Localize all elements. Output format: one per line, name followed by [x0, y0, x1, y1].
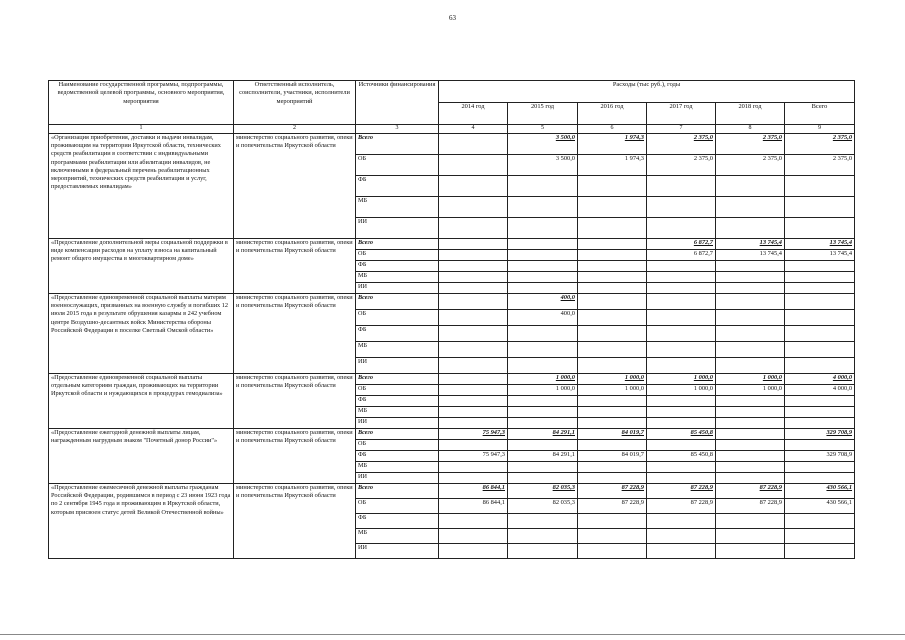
amount-cell [716, 294, 785, 310]
funding-source: Всего [356, 294, 439, 310]
header-program: Наименование государственной программы, подпрограммы, ведомственной целевой программы, основного мероприятия, мероприятия [49, 81, 234, 125]
amount-cell [647, 272, 716, 283]
budget-table [48, 80, 855, 559]
amount-cell [716, 326, 785, 342]
measure-description: «Предоставление дополнительной меры социальной поддержки в виде компенсации расходов на уплату взноса на капитальный ремонт общего имущества в многоквартирном доме» [49, 239, 234, 294]
amount-cell [508, 407, 578, 418]
amount-cell [716, 407, 785, 418]
amount-cell [578, 272, 647, 283]
amount-cell: 13 745,4 [716, 239, 785, 250]
table-row [49, 374, 855, 385]
header-year: 2017 год [647, 103, 716, 125]
amount-total-cell: 329 708,9 [785, 451, 855, 462]
funding-source: ИИ [356, 418, 439, 429]
amount-cell: 13 745,4 [716, 250, 785, 261]
amount-cell [647, 462, 716, 473]
amount-cell [716, 429, 785, 440]
amount-cell: 85 450,8 [647, 451, 716, 462]
funding-source: МБ [356, 529, 439, 544]
amount-total-cell [785, 514, 855, 529]
funding-source: ИИ [356, 283, 439, 294]
header-source: Источники финансирования [356, 81, 439, 125]
amount-total-cell: 4 000,0 [785, 385, 855, 396]
funding-source: Всего [356, 134, 439, 155]
amount-total-cell [785, 440, 855, 451]
amount-cell: 1 000,0 [647, 374, 716, 385]
funding-source: ОБ [356, 310, 439, 326]
amount-cell [508, 462, 578, 473]
amount-cell [439, 326, 508, 342]
amount-cell [578, 283, 647, 294]
amount-cell [578, 418, 647, 429]
amount-cell [716, 261, 785, 272]
amount-cell [508, 358, 578, 374]
amount-total-cell [785, 342, 855, 358]
amount-total-cell [785, 218, 855, 239]
amount-total-cell [785, 310, 855, 326]
amount-cell [439, 385, 508, 396]
amount-cell [578, 176, 647, 197]
header-executor: Ответственный исполнитель, соисполнители, участники, исполнители мероприятий [234, 81, 356, 125]
amount-cell [578, 218, 647, 239]
amount-cell [439, 440, 508, 451]
amount-cell: 85 450,8 [647, 429, 716, 440]
column-number: 9 [785, 125, 855, 134]
amount-cell [578, 544, 647, 559]
funding-source: МБ [356, 342, 439, 358]
amount-cell [439, 544, 508, 559]
column-number: 4 [439, 125, 508, 134]
amount-cell: 86 844,1 [439, 484, 508, 499]
amount-cell [439, 418, 508, 429]
amount-cell [439, 374, 508, 385]
amount-cell: 82 035,3 [508, 484, 578, 499]
funding-source: Всего [356, 374, 439, 385]
amount-cell [439, 529, 508, 544]
amount-cell [716, 473, 785, 484]
amount-cell: 1 974,3 [578, 134, 647, 155]
amount-cell [439, 396, 508, 407]
amount-cell [647, 197, 716, 218]
header-year: 2016 год [578, 103, 647, 125]
funding-source: ФБ [356, 396, 439, 407]
amount-cell [647, 294, 716, 310]
amount-cell [439, 283, 508, 294]
amount-cell [716, 440, 785, 451]
amount-cell [647, 407, 716, 418]
amount-cell [508, 514, 578, 529]
amount-cell [578, 462, 647, 473]
header-year: 2014 год [439, 103, 508, 125]
amount-cell [578, 250, 647, 261]
amount-total-cell: 329 708,9 [785, 429, 855, 440]
amount-cell: 1 000,0 [508, 374, 578, 385]
amount-cell [508, 197, 578, 218]
amount-total-cell [785, 529, 855, 544]
amount-cell: 87 228,9 [578, 484, 647, 499]
header-total: Всего [785, 103, 855, 125]
amount-cell: 1 000,0 [578, 385, 647, 396]
column-number: 2 [234, 125, 356, 134]
amount-cell [647, 418, 716, 429]
amount-cell: 3 500,0 [508, 155, 578, 176]
amount-cell [508, 272, 578, 283]
amount-cell [578, 239, 647, 250]
amount-cell [578, 310, 647, 326]
amount-cell: 87 228,9 [716, 499, 785, 514]
amount-cell [508, 418, 578, 429]
amount-cell: 84 291,1 [508, 451, 578, 462]
amount-cell [439, 462, 508, 473]
page-bottom-edge [0, 634, 905, 635]
amount-cell [439, 342, 508, 358]
amount-cell [439, 358, 508, 374]
amount-cell [439, 134, 508, 155]
amount-cell [647, 544, 716, 559]
amount-cell: 400,0 [508, 294, 578, 310]
amount-cell [578, 440, 647, 451]
amount-cell: 1 974,3 [578, 155, 647, 176]
funding-source: ОБ [356, 155, 439, 176]
amount-total-cell: 13 745,4 [785, 239, 855, 250]
amount-cell [578, 358, 647, 374]
amount-cell [439, 155, 508, 176]
table-row [49, 134, 855, 155]
amount-cell [578, 514, 647, 529]
funding-source: ИИ [356, 544, 439, 559]
amount-cell: 1 000,0 [716, 385, 785, 396]
measure-description: «Предоставление единовременной социальной выплаты матерям военнослужащих, призванных на военную службу и погибших 12 июля 2015 года в результате обрушения казармы в 242 учебном центре Воздушно-десантных войск Министерства обороны Российской Федерации в поселке Светлый Омской области» [49, 294, 234, 374]
amount-cell [716, 529, 785, 544]
amount-cell [716, 176, 785, 197]
amount-total-cell [785, 261, 855, 272]
amount-cell [578, 197, 647, 218]
amount-total-cell: 430 566,1 [785, 484, 855, 499]
amount-cell [508, 326, 578, 342]
amount-cell [508, 239, 578, 250]
amount-cell [647, 326, 716, 342]
amount-cell: 84 291,1 [508, 429, 578, 440]
amount-cell [716, 514, 785, 529]
amount-cell [647, 440, 716, 451]
amount-total-cell [785, 407, 855, 418]
amount-cell [439, 294, 508, 310]
amount-cell [439, 473, 508, 484]
amount-cell [508, 176, 578, 197]
funding-source: Всего [356, 484, 439, 499]
amount-cell [508, 283, 578, 294]
amount-cell: 6 872,7 [647, 239, 716, 250]
header-expenses: Расходы (тыс руб.), годы [439, 81, 855, 103]
funding-source: МБ [356, 407, 439, 418]
amount-cell [578, 407, 647, 418]
amount-cell [647, 218, 716, 239]
amount-cell [716, 358, 785, 374]
funding-source: ОБ [356, 250, 439, 261]
amount-cell [508, 250, 578, 261]
funding-source: Всего [356, 429, 439, 440]
amount-cell [439, 197, 508, 218]
amount-cell: 1 000,0 [578, 374, 647, 385]
amount-total-cell [785, 294, 855, 310]
amount-cell [439, 250, 508, 261]
amount-cell [508, 473, 578, 484]
amount-total-cell: 13 745,4 [785, 250, 855, 261]
amount-cell [508, 529, 578, 544]
amount-cell [439, 261, 508, 272]
amount-cell [439, 239, 508, 250]
amount-total-cell: 2 375,0 [785, 155, 855, 176]
amount-cell [716, 544, 785, 559]
measure-executor: министерство социального развития, опеки и попечительства Иркутской области [234, 134, 356, 239]
amount-cell [716, 310, 785, 326]
amount-cell [439, 272, 508, 283]
column-number: 8 [716, 125, 785, 134]
header-year: 2018 год [716, 103, 785, 125]
amount-cell [716, 462, 785, 473]
amount-cell [647, 529, 716, 544]
amount-cell: 75 947,3 [439, 429, 508, 440]
amount-cell: 2 375,0 [716, 155, 785, 176]
amount-total-cell [785, 176, 855, 197]
funding-source: ИИ [356, 473, 439, 484]
amount-total-cell [785, 272, 855, 283]
amount-cell [439, 176, 508, 197]
amount-cell [647, 514, 716, 529]
table-row [49, 294, 855, 310]
measure-executor: министерство социального развития, опеки и попечительства Иркутской области [234, 239, 356, 294]
amount-cell [439, 514, 508, 529]
column-number: 5 [508, 125, 578, 134]
funding-source: МБ [356, 272, 439, 283]
funding-source: ФБ [356, 514, 439, 529]
funding-source: ОБ [356, 385, 439, 396]
amount-cell: 2 375,0 [716, 134, 785, 155]
funding-source: ИИ [356, 218, 439, 239]
amount-cell [578, 529, 647, 544]
measure-description: «Предоставление ежемесячной денежной выплаты гражданам Российской Федерации, родившимся в период с 23 июня 1923 года по 2 сентября 1945 года и проживающим в Иркутской области, которым присвоен статус детей Великой Отечественной войны» [49, 484, 234, 559]
measure-executor: министерство социального развития, опеки и попечительства Иркутской области [234, 429, 356, 484]
amount-cell [578, 342, 647, 358]
amount-cell [647, 342, 716, 358]
amount-total-cell [785, 462, 855, 473]
amount-cell [439, 310, 508, 326]
column-number: 6 [578, 125, 647, 134]
header-year: 2015 год [508, 103, 578, 125]
amount-cell [439, 218, 508, 239]
funding-source: ОБ [356, 499, 439, 514]
amount-cell: 1 000,0 [716, 374, 785, 385]
amount-cell: 400,0 [508, 310, 578, 326]
table-row [49, 484, 855, 499]
amount-total-cell: 2 375,0 [785, 134, 855, 155]
measure-executor: министерство социального развития, опеки и попечительства Иркутской области [234, 294, 356, 374]
amount-cell [647, 396, 716, 407]
table-row [49, 429, 855, 440]
amount-cell: 87 228,9 [647, 484, 716, 499]
funding-source: МБ [356, 197, 439, 218]
amount-cell [578, 261, 647, 272]
column-number: 7 [647, 125, 716, 134]
amount-total-cell: 4 000,0 [785, 374, 855, 385]
amount-cell [716, 342, 785, 358]
amount-cell [716, 451, 785, 462]
funding-source: ФБ [356, 326, 439, 342]
amount-cell: 87 228,9 [716, 484, 785, 499]
amount-total-cell [785, 396, 855, 407]
amount-cell: 75 947,3 [439, 451, 508, 462]
amount-cell [647, 261, 716, 272]
amount-cell [647, 310, 716, 326]
measure-executor: министерство социального развития, опеки и попечительства Иркутской области [234, 484, 356, 559]
amount-cell [508, 261, 578, 272]
amount-total-cell [785, 358, 855, 374]
amount-cell [578, 294, 647, 310]
funding-source: ФБ [356, 176, 439, 197]
amount-total-cell [785, 326, 855, 342]
amount-total-cell [785, 197, 855, 218]
amount-cell [716, 283, 785, 294]
funding-source: ФБ [356, 451, 439, 462]
page-number: 63 [449, 14, 456, 22]
amount-cell: 87 228,9 [647, 499, 716, 514]
amount-cell [716, 272, 785, 283]
amount-cell [508, 544, 578, 559]
amount-total-cell [785, 418, 855, 429]
column-number: 1 [49, 125, 234, 134]
amount-cell: 6 872,7 [647, 250, 716, 261]
measure-description: «Предоставление ежегодной денежной выплаты лицам, награжденным нагрудным знаком "Почетный донор России"» [49, 429, 234, 484]
amount-cell [647, 176, 716, 197]
amount-cell [647, 473, 716, 484]
amount-cell [716, 418, 785, 429]
measure-description: «Организация приобретения, доставки и выдачи инвалидам, проживающим на территории Иркутской области, технических средств реабилитации в соответствии с индивидуальными программами реабилитации или абилитации инвалидов, не включенными в федеральный перечень реабилитационных мероприятий, технических средств реабилитации и услуг, предоставляемых инвалидам» [49, 134, 234, 239]
column-number: 3 [356, 125, 439, 134]
amount-total-cell [785, 473, 855, 484]
amount-cell [508, 440, 578, 451]
funding-source: ФБ [356, 261, 439, 272]
amount-cell: 1 000,0 [508, 385, 578, 396]
table-row [49, 239, 855, 250]
amount-total-cell [785, 283, 855, 294]
amount-cell [578, 396, 647, 407]
funding-source: Всего [356, 239, 439, 250]
amount-cell [716, 197, 785, 218]
table-body [49, 134, 855, 559]
amount-cell: 84 019,7 [578, 451, 647, 462]
amount-cell [508, 396, 578, 407]
amount-cell: 2 375,0 [647, 134, 716, 155]
amount-cell: 82 035,3 [508, 499, 578, 514]
funding-source: МБ [356, 462, 439, 473]
column-numbers-row [49, 125, 855, 134]
amount-cell [578, 473, 647, 484]
amount-cell [578, 326, 647, 342]
amount-cell [716, 396, 785, 407]
amount-cell [647, 358, 716, 374]
amount-cell: 87 228,9 [578, 499, 647, 514]
amount-cell: 2 375,0 [647, 155, 716, 176]
amount-cell: 1 000,0 [647, 385, 716, 396]
amount-cell [508, 342, 578, 358]
amount-cell [439, 407, 508, 418]
measure-executor: министерство социального развития, опеки и попечительства Иркутской области [234, 374, 356, 429]
funding-source: ИИ [356, 358, 439, 374]
amount-cell: 3 500,0 [508, 134, 578, 155]
amount-cell [716, 218, 785, 239]
amount-cell [508, 218, 578, 239]
measure-description: «Предоставление единовременной социальной выплаты отдельным категориям граждан, проживающих на территории Иркутской области и нуждающихся в процедурах гемодиализа» [49, 374, 234, 429]
amount-total-cell [785, 544, 855, 559]
amount-cell: 84 019,7 [578, 429, 647, 440]
funding-source: ОБ [356, 440, 439, 451]
amount-cell [647, 283, 716, 294]
amount-total-cell: 430 566,1 [785, 499, 855, 514]
amount-cell: 86 844,1 [439, 499, 508, 514]
